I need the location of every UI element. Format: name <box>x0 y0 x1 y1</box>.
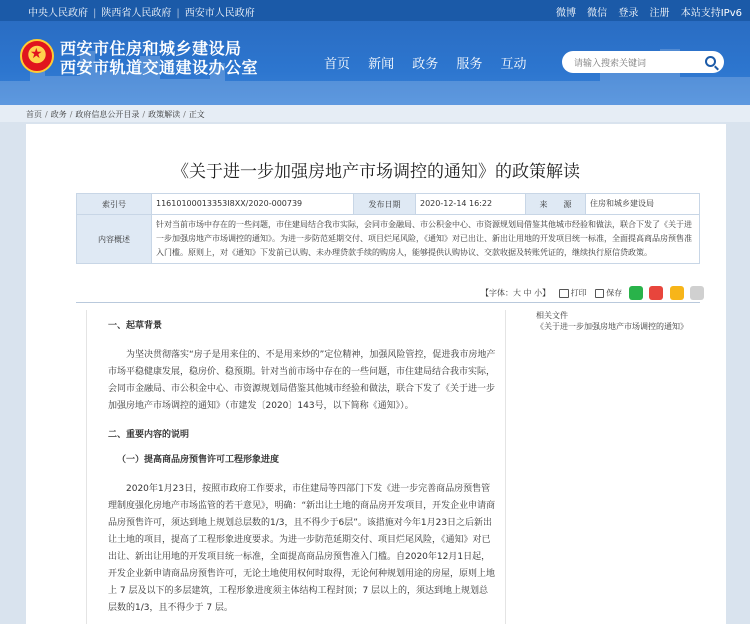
article-toolbar <box>481 286 704 300</box>
index-value: 11610100013353I8XX/2020-000739 <box>152 194 354 215</box>
date-value: 2020-12-14 16:22 <box>416 194 526 215</box>
toolbar-divider <box>76 302 700 303</box>
article-panel <box>26 124 726 624</box>
date-label: 发布日期 <box>354 194 416 215</box>
qq-share-icon[interactable] <box>670 286 684 300</box>
breadcrumb-disclosure[interactable]: 政府信息公开目录 <box>75 110 140 119</box>
site-title-line2: 西安市轨道交通建设办公室 <box>60 58 259 77</box>
breadcrumb: 首页 / 政务 / 政府信息公开目录 / 政策解读 / 正文 <box>0 105 750 122</box>
summary-label: 内容概述 <box>77 215 152 264</box>
site-header <box>0 21 750 105</box>
section-paragraph-2: 2020年1月23日，按照市政府工作要求，市住建局等四部门下发《进一步完善商品房预售管理制度强化房地产市场监管的若干意见》，明确：“新出让土地的商品房开发项目，开发企业申请商品房预售许可，须达到地上规划总层数的1/3，且不得少于6层”。该措施对今年1月23日之后新出让土地的项目，提高了工程形象进度要求。为进一步防范延期交付、项目烂尾风险，《通知》对已出让、新出让用地的开发项目统一标准，全面提高商品房预售准入门槛。自2020年12月1日起，开发企业新申请商品房预售许可，无论土地使用权何时取得，无论何种规划用途的房屋，原则上地上 7 层及以下的多层建筑，工程形象进度须主体结构工程封顶；7 层以上的，须达到地上规划总层数的1/3，且不得少于 7 层。 <box>108 484 496 613</box>
login-link[interactable]: 登录 <box>618 8 639 19</box>
save-link[interactable]: 保存 <box>606 288 623 298</box>
nav-news[interactable]: 新闻 <box>368 57 395 72</box>
ipv6-notice: 本站支持IPv6 <box>680 8 742 19</box>
search-input[interactable] <box>562 53 692 75</box>
weibo-link[interactable]: 微博 <box>555 8 576 19</box>
print-link[interactable]: 打印 <box>570 288 587 298</box>
nav-home[interactable]: 首页 <box>324 57 351 72</box>
top-link-bar <box>0 0 750 21</box>
wechat-link[interactable]: 微信 <box>587 8 608 19</box>
main-nav <box>324 53 539 72</box>
nav-government[interactable]: 政务 <box>412 57 439 72</box>
related-files <box>536 310 696 350</box>
breadcrumb-current: 正文 <box>188 110 205 119</box>
summary-value: 针对当前市场中存在的一些问题，市住建局结合我市实际，会同市金融局、市公积金中心、市资源规划局借鉴其他城市经验和做法，联合下发了《关于进一步加强房地产市场调控的通知》。为进一步防范延期交付、项目烂尾风险，《通知》对已出让、新出让用地的开发项目统一标准，全面提高商品房预售准入门槛。原则上，对《通知》下发前已认购、未办理贷款手续的购房人，能够提供认购协议、交款收据及转账凭证的，继续执行原信贷政策。 <box>152 215 700 264</box>
related-files-heading: 相关文件 <box>536 311 568 320</box>
search-icon[interactable] <box>705 56 716 67</box>
section-heading-1: 一、起草背景 <box>108 321 163 331</box>
account-links <box>548 4 742 19</box>
wechat-share-icon[interactable] <box>629 286 643 300</box>
national-emblem-logo <box>20 39 54 73</box>
weibo-share-icon[interactable] <box>649 286 663 300</box>
gov-links: 中央人民政府 | 陕西省人民政府 | 西安市人民政府 <box>28 8 255 19</box>
print-icon[interactable] <box>559 289 569 298</box>
site-title[interactable] <box>60 39 258 77</box>
section-heading-2: 二、重要内容的说明 <box>108 430 190 440</box>
subsection-heading: （一）提高商品房预售许可工程形象进度 <box>117 455 280 465</box>
section-paragraph-1: 为坚决贯彻落实“房子是用来住的、不是用来炒的”定位精神，加强风险管控，促进我市房地产市场平稳健康发展，稳房价、稳预期。针对当前市场中存在的一些问题，市住建局结合我市实际，会同市金融局、市公积金中心、市资源规划局借鉴其他城市经验和做法，联合下发了《关于进一步加强房地产市场调控的通知》（市建发〔2020〕143号，以下简称《通知》）。 <box>108 350 496 411</box>
article-meta-table <box>76 193 700 264</box>
breadcrumb-government[interactable]: 政务 <box>50 110 67 119</box>
font-size-control[interactable]: 【字体：大 中 小】 <box>481 288 551 298</box>
nav-interaction[interactable]: 互动 <box>500 57 527 72</box>
index-label: 索引号 <box>77 194 152 215</box>
gov-link-shaanxi[interactable]: 陕西省人民政府 <box>101 8 172 19</box>
source-value: 住房和城乡建设局 <box>586 194 700 215</box>
source-label: 来 源 <box>526 194 586 215</box>
breadcrumb-policy[interactable]: 政策解读 <box>148 110 181 119</box>
search-box <box>562 51 724 73</box>
nav-service[interactable]: 服务 <box>456 57 483 72</box>
page-title: 《关于进一步加强房地产市场调控的通知》的政策解读 <box>172 162 580 182</box>
site-title-line1: 西安市住房和城乡建设局 <box>60 39 242 58</box>
breadcrumb-home[interactable]: 首页 <box>26 110 42 119</box>
gov-link-xian[interactable]: 西安市人民政府 <box>184 8 255 19</box>
gov-link-central[interactable]: 中央人民政府 <box>28 8 88 19</box>
register-link[interactable]: 注册 <box>649 8 670 19</box>
article-body <box>108 318 496 624</box>
more-share-icon[interactable] <box>690 286 704 300</box>
related-file-link[interactable]: 《关于进一步加强房地产市场调控的通知》 <box>536 322 688 331</box>
save-icon[interactable] <box>595 289 604 298</box>
